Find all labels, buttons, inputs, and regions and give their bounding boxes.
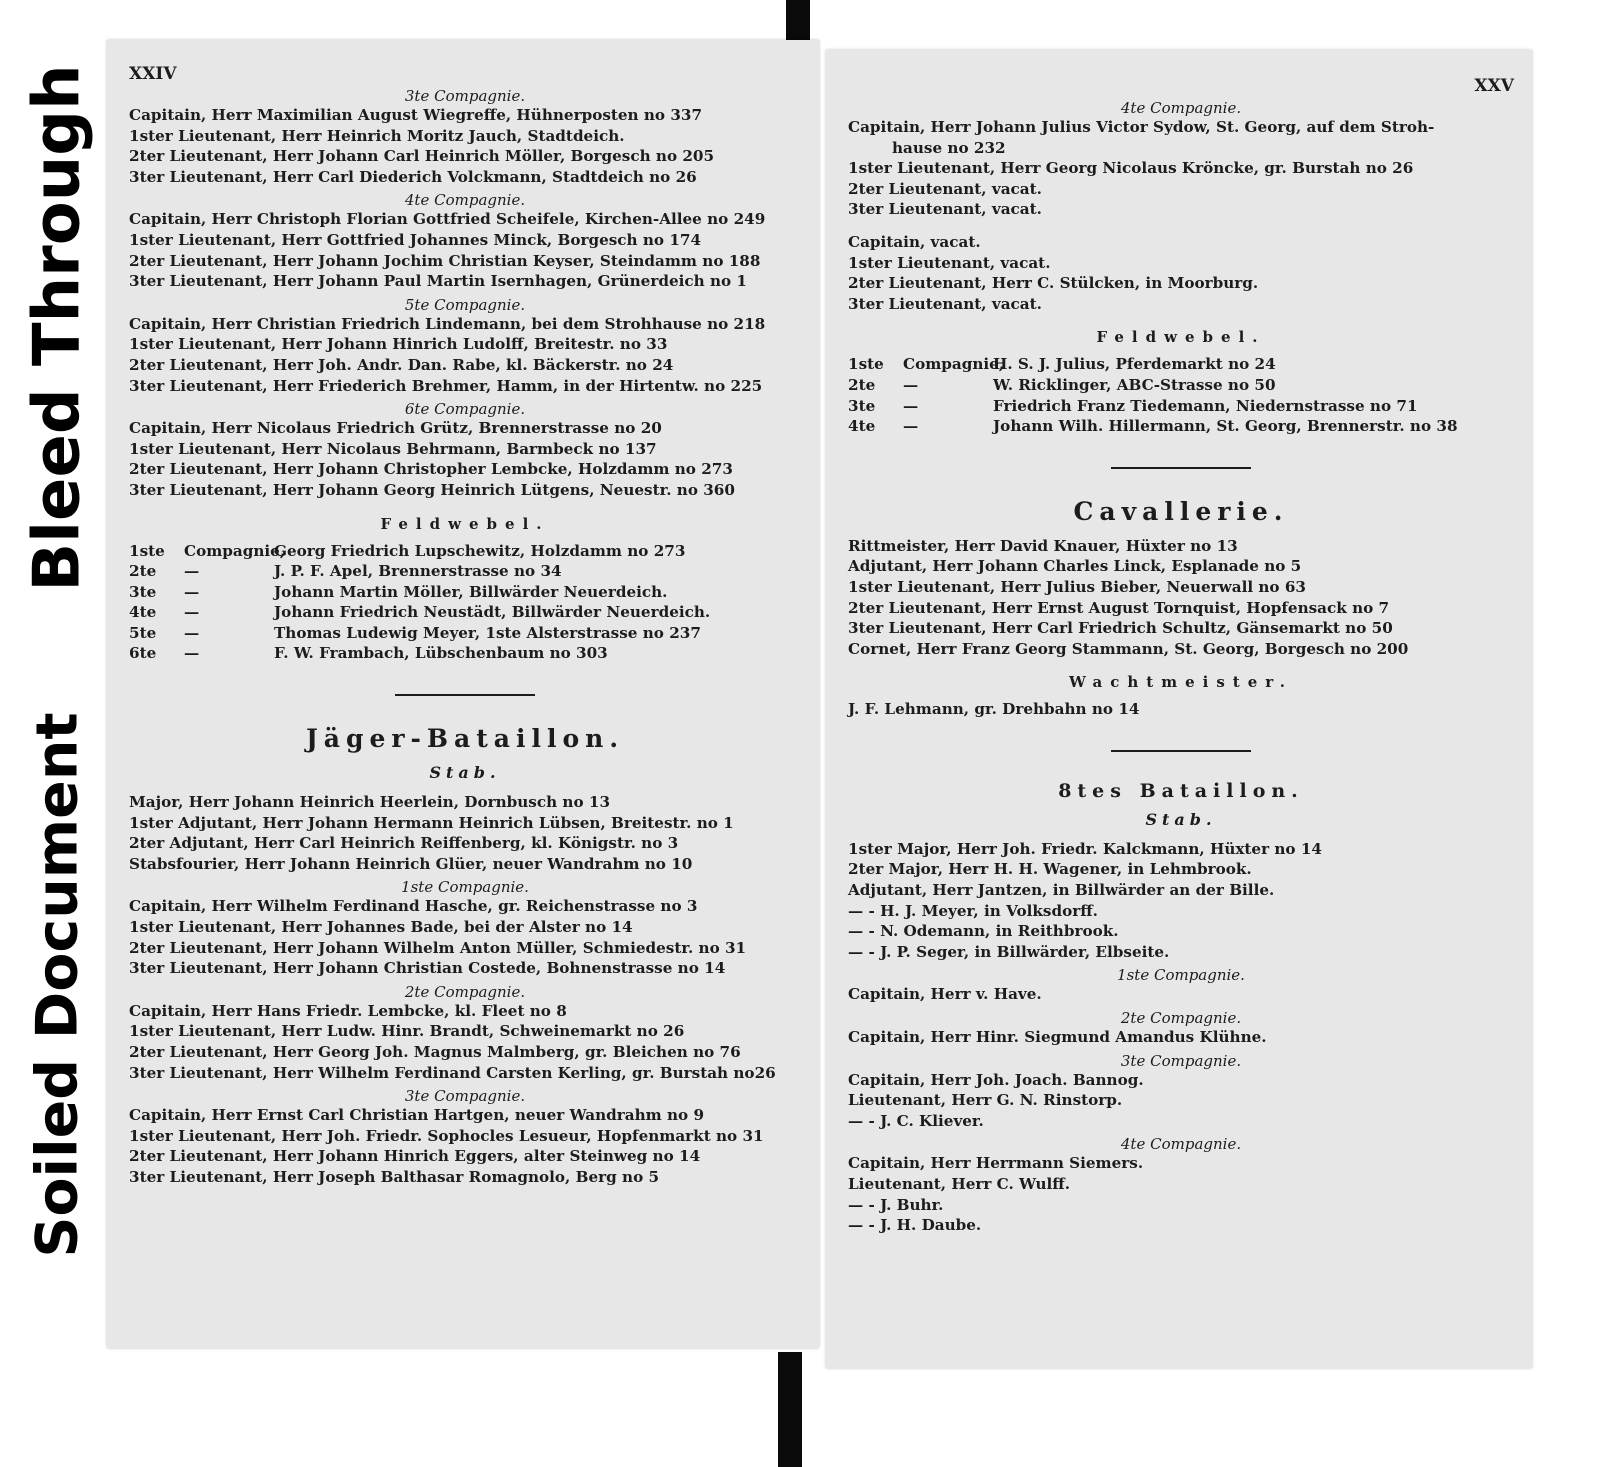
row-cell: Compagnie, xyxy=(184,541,286,560)
company-heading: 3te Compagnie. xyxy=(404,1087,526,1106)
roster-entry: Lieutenant, Herr C. Wulff. xyxy=(848,1175,1071,1193)
roster-entry: Capitain, Herr Nicolaus Friedrich Grütz, Brennerstrasse no 20 xyxy=(129,419,662,438)
roster-entry: Capitain, Herr Wilhelm Ferdinand Hasche, gr. Reichenstrasse no 3 xyxy=(129,897,698,916)
roster-entry: Capitain, Herr Christian Friedrich Lindemann, bei dem Strohhause no 218 xyxy=(129,314,766,333)
row-cell: 2te xyxy=(129,562,157,581)
roster-entry: Capitain, Herr Hinr. Siegmund Amandus Klühne. xyxy=(848,1028,1267,1047)
bleed-through-text: Bleed Through xyxy=(20,63,95,592)
row-cell: 4te xyxy=(129,603,157,622)
feldwebel-row xyxy=(129,582,801,603)
row-cell: J. P. F. Apel, Brennerstrasse no 34 xyxy=(274,562,562,581)
roster-entry: 1ster Lieutenant, Herr Julius Bieber, Neuerwall no 63 xyxy=(848,577,1306,596)
roster-entry: 2ter Lieutenant, Herr Johann Wilhelm Anton Müller, Schmiedestr. no 31 xyxy=(129,938,747,957)
roster-entry: Capitain, Herr Ernst Carl Christian Hartgen, neuer Wandrahm no 9 xyxy=(129,1106,705,1125)
row-cell: Johann Friedrich Neustädt, Billwärder Neuerdeich. xyxy=(274,603,711,622)
roster-entry: Capitain, Herr Johann Julius Victor Sydow, St. Georg, auf dem Stroh- xyxy=(848,118,1435,136)
row-cell: 1ste xyxy=(129,541,165,560)
company-heading: 2te Compagnie. xyxy=(404,982,526,1001)
roster-entry: Capitain, Herr v. Have. xyxy=(848,985,1042,1004)
roster-entry: — - H. J. Meyer, in Volksdorff. xyxy=(848,901,1098,920)
roster-entry: Capitain, Herr Christoph Florian Gottfried Scheifele, Kirchen-Allee no 249 xyxy=(129,210,766,229)
roster-entry-continuation: hause no 232 xyxy=(892,138,1006,157)
feldwebel-row xyxy=(129,541,801,562)
subsection-heading: Wachtmeister. xyxy=(1068,673,1293,692)
roster-entry: 3ter Lieutenant, Herr Friederich Brehmer, Hamm, in der Hirtentw. no 225 xyxy=(129,376,763,395)
roster-entry: 1ster Lieutenant, Herr Georg Nicolaus Kröncke, gr. Burstah no 26 xyxy=(848,159,1414,178)
roster-entry: 3ter Lieutenant, vacat. xyxy=(848,294,1042,313)
roster-entry: 3ter Lieutenant, Herr Carl Friedrich Schultz, Gänsemarkt no 50 xyxy=(848,619,1393,638)
roster-entry: 2ter Adjutant, Herr Carl Heinrich Reiffenberg, kl. Königstr. no 3 xyxy=(129,834,679,853)
roster-entry: Capitain, Herr Maximilian August Wiegreffe, Hühnerposten no 337 xyxy=(129,106,703,124)
roster-entry: 3ter Lieutenant, Herr Carl Diederich Volckmann, Stadtdeich no 26 xyxy=(129,167,697,186)
feldwebel-row xyxy=(129,561,801,582)
section-divider xyxy=(395,694,535,696)
roster-entry: 2ter Lieutenant, Herr C. Stülcken, in Moorburg. xyxy=(848,274,1259,293)
company-heading: 2te Compagnie. xyxy=(1120,1009,1242,1028)
roster-entry: 3ter Lieutenant, vacat. xyxy=(848,200,1042,219)
staff-heading: Stab. xyxy=(1145,809,1217,829)
battalion-title: Cavallerie. xyxy=(1073,496,1289,526)
roster-entry: 2ter Lieutenant, Herr Johann Carl Heinrich Möller, Borgesch no 205 xyxy=(129,147,715,166)
row-cell: Thomas Ludewig Meyer, 1ste Alsterstrasse no 237 xyxy=(274,623,701,642)
row-cell: — xyxy=(184,582,200,601)
roster-entry: 2ter Lieutenant, Herr Ernst August Tornquist, Hopfensack no 7 xyxy=(848,598,1390,617)
roster-entry: Stabsfourier, Herr Johann Heinrich Glüer, neuer Wandrahm no 10 xyxy=(129,854,693,873)
bleed-through-label xyxy=(10,63,105,592)
row-cell: Compagnie, xyxy=(903,355,1005,374)
page-number: XXV xyxy=(1474,76,1514,96)
roster-entry: 1ster Lieutenant, Herr Johannes Bade, bei der Alster no 14 xyxy=(129,918,633,937)
binding-bar-bottom xyxy=(778,1352,802,1467)
row-cell: 3te xyxy=(848,396,876,415)
roster-entry: Lieutenant, Herr G. N. Rinstorp. xyxy=(848,1091,1123,1110)
subsection-heading: Feldwebel. xyxy=(380,514,550,533)
soiled-document-text: Soiled Document xyxy=(24,712,91,1258)
row-cell: H. S. J. Julius, Pferdemarkt no 24 xyxy=(993,355,1276,374)
row-cell: 2te xyxy=(848,375,876,394)
row-cell: W. Ricklinger, ABC-Strasse no 50 xyxy=(993,375,1276,394)
company-heading: 3te Compagnie. xyxy=(404,87,526,105)
roster-entry: — - N. Odemann, in Reithbrook. xyxy=(848,922,1119,941)
company-heading: 4te Compagnie. xyxy=(404,191,526,210)
subsection-heading: Feldwebel. xyxy=(1096,328,1266,347)
company-heading: 1ste Compagnie. xyxy=(401,878,529,897)
staff-heading: Stab. xyxy=(429,763,501,783)
roster-entry: 3ter Lieutenant, Herr Johann Paul Martin Isernhagen, Grünerdeich no 1 xyxy=(129,272,747,291)
company-heading: 1ste Compagnie. xyxy=(1117,966,1245,985)
company-heading: 4te Compagnie. xyxy=(1120,99,1242,117)
roster-entry: 2ter Major, Herr H. H. Wagener, in Lehmbrook. xyxy=(848,860,1252,879)
page-number: XXIV xyxy=(129,64,177,84)
row-cell: Johann Martin Möller, Billwärder Neuerdeich. xyxy=(274,582,668,601)
row-cell: — xyxy=(184,623,200,642)
roster-entry: 1ster Lieutenant, Herr Gottfried Johannes Minck, Borgesch no 174 xyxy=(129,230,702,249)
left-page-content xyxy=(129,64,801,1188)
roster-entry: — - J. P. Seger, in Billwärder, Elbseite. xyxy=(848,942,1170,961)
right-page-content xyxy=(848,76,1514,1236)
company-heading: 6te Compagnie. xyxy=(404,400,526,419)
row-cell: 6te xyxy=(129,644,157,663)
right-page xyxy=(826,50,1532,1368)
spacer xyxy=(848,220,1514,232)
right-page-blocks xyxy=(848,99,1514,1236)
roster-entry: Rittmeister, Herr David Knauer, Hüxter no 13 xyxy=(848,536,1238,555)
roster-entry: 2ter Lieutenant, Herr Johann Hinrich Eggers, alter Steinweg no 14 xyxy=(129,1147,701,1166)
row-cell: 4te xyxy=(848,417,876,436)
roster-entry: 1ster Lieutenant, Herr Nicolaus Behrmann, Barmbeck no 137 xyxy=(129,439,657,458)
row-cell: — xyxy=(184,562,200,581)
roster-entry: 1ster Lieutenant, Herr Johann Hinrich Ludolff, Breitestr. no 33 xyxy=(129,335,668,354)
company-heading: 5te Compagnie. xyxy=(404,295,526,314)
roster-entry: Adjutant, Herr Jantzen, in Billwärder an der Bille. xyxy=(848,881,1275,900)
feldwebel-row xyxy=(129,623,801,644)
battalion-title: 8tes Bataillon. xyxy=(1058,779,1304,802)
row-cell: F. W. Frambach, Lübschenbaum no 303 xyxy=(274,644,608,663)
row-cell: — xyxy=(903,417,919,436)
roster-entry: 2ter Lieutenant, Herr Johann Jochim Christian Keyser, Steindamm no 188 xyxy=(129,251,761,270)
roster-entry: 2ter Lieutenant, Herr Johann Christopher Lembcke, Holzdamm no 273 xyxy=(129,460,733,479)
roster-entry: 3ter Lieutenant, Herr Johann Christian Costede, Bohnenstrasse no 14 xyxy=(129,959,726,978)
roster-entry: 1ster Adjutant, Herr Johann Hermann Heinrich Lübsen, Breitestr. no 1 xyxy=(129,813,734,832)
left-page xyxy=(107,40,819,1348)
feldwebel-row xyxy=(848,354,1514,375)
row-cell: — xyxy=(903,375,919,394)
row-cell: — xyxy=(184,644,200,663)
roster-entry: 2ter Lieutenant, Herr Joh. Andr. Dan. Rabe, kl. Bäckerstr. no 24 xyxy=(129,355,674,374)
row-cell: Friedrich Franz Tiedemann, Niedernstrasse no 71 xyxy=(993,396,1418,415)
row-cell: 3te xyxy=(129,582,157,601)
row-cell: Johann Wilh. Hillermann, St. Georg, Brennerstr. no 38 xyxy=(993,417,1458,436)
left-page-blocks xyxy=(129,87,801,1188)
roster-entry: J. F. Lehmann, gr. Drehbahn no 14 xyxy=(848,700,1140,719)
roster-entry: Major, Herr Johann Heinrich Heerlein, Dornbusch no 13 xyxy=(129,793,611,812)
feldwebel-row xyxy=(129,602,801,623)
row-cell: — xyxy=(903,396,919,415)
roster-entry: Adjutant, Herr Johann Charles Linck, Esplanade no 5 xyxy=(848,557,1302,576)
roster-entry: 1ster Lieutenant, Herr Joh. Friedr. Sophocles Lesueur, Hopfenmarkt no 31 xyxy=(129,1126,764,1145)
roster-entry: Capitain, Herr Herrmann Siemers. xyxy=(848,1154,1144,1173)
roster-entry: Capitain, Herr Hans Friedr. Lembcke, kl. Fleet no 8 xyxy=(129,1001,567,1020)
feldwebel-row xyxy=(129,643,801,664)
roster-entry: 1ster Lieutenant, vacat. xyxy=(848,253,1051,272)
roster-entry: 3ter Lieutenant, Herr Johann Georg Heinrich Lütgens, Neuestr. no 360 xyxy=(129,480,735,499)
roster-entry: 2ter Lieutenant, vacat. xyxy=(848,179,1042,198)
roster-entry: — - J. Buhr. xyxy=(848,1195,944,1214)
roster-entry: 1ster Major, Herr Joh. Friedr. Kalckmann, Hüxter no 14 xyxy=(848,839,1322,858)
row-cell: — xyxy=(184,603,200,622)
roster-entry: — - J. C. Kliever. xyxy=(848,1111,984,1130)
section-divider xyxy=(1111,750,1251,752)
roster-entry: 3ter Lieutenant, Herr Wilhelm Ferdinand Carsten Kerling, gr. Burstah no26 xyxy=(129,1063,776,1082)
roster-entry: Capitain, Herr Joh. Joach. Bannog. xyxy=(848,1070,1144,1089)
row-cell: Georg Friedrich Lupschewitz, Holzdamm no 273 xyxy=(274,541,686,560)
roster-entry: 1ster Lieutenant, Herr Heinrich Moritz Jauch, Stadtdeich. xyxy=(129,126,625,145)
feldwebel-row xyxy=(848,396,1514,417)
company-heading: 3te Compagnie. xyxy=(1120,1051,1242,1070)
roster-entry: Cornet, Herr Franz Georg Stammann, St. Georg, Borgesch no 200 xyxy=(848,639,1409,658)
section-divider xyxy=(1111,467,1251,469)
roster-entry: 1ster Lieutenant, Herr Ludw. Hinr. Brandt, Schweinemarkt no 26 xyxy=(129,1022,685,1041)
company-heading: 4te Compagnie. xyxy=(1120,1135,1242,1154)
roster-entry: Capitain, vacat. xyxy=(848,232,981,251)
feldwebel-row xyxy=(848,375,1514,396)
roster-entry: 3ter Lieutenant, Herr Joseph Balthasar Romagnolo, Berg no 5 xyxy=(129,1167,660,1186)
roster-entry: — - J. H. Daube. xyxy=(848,1216,982,1235)
battalion-title: Jäger-Bataillon. xyxy=(305,724,625,754)
row-cell: 1ste xyxy=(848,355,884,374)
soiled-document-label xyxy=(10,712,105,1258)
roster-entry: 2ter Lieutenant, Herr Georg Joh. Magnus Malmberg, gr. Bleichen no 76 xyxy=(129,1043,741,1061)
row-cell: 5te xyxy=(129,623,157,642)
feldwebel-row xyxy=(848,416,1514,437)
